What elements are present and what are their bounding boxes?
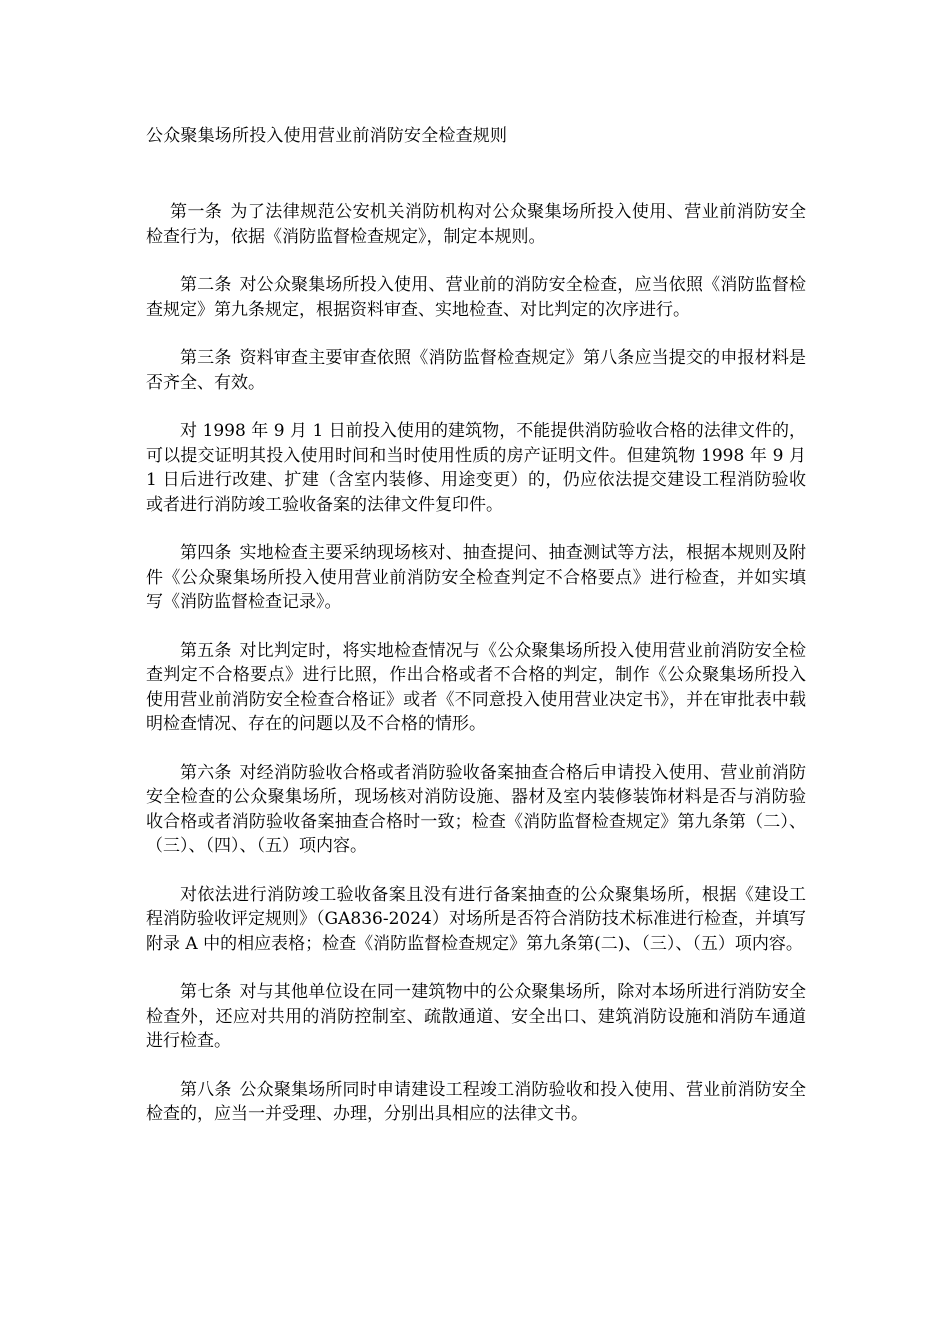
paragraph-article-6 [146, 761, 806, 859]
paragraph-text: 资料审查主要审查依照《消防监督检查规定》第八条应当提交的申报材料是否齐全、有效。 [146, 348, 806, 393]
paragraph-article-8 [146, 1078, 806, 1127]
article-number: 第八条 [180, 1079, 232, 1100]
paragraph-article-3-continued [146, 419, 806, 517]
paragraph-article-5 [146, 639, 806, 737]
article-number: 第四条 [180, 543, 232, 563]
article-number: 第五条 [180, 640, 232, 661]
article-number: 第一条 [170, 202, 223, 222]
paragraph-text: 对比判定时，将实地检查情况与《公众聚集场所投入使用营业前消防安全检查判定不合格要点》进行比照，作出合格或者不合格的判定，制作《公众聚集场所投入使用营业前消防安全检查合格证》或者《不同意投入使用营业决定书》，并在审批表中载明检查情况、存在的问题以及不合格的情形。 [146, 640, 806, 734]
paragraph-article-1 [146, 200, 806, 249]
paragraph-text: 对经消防验收合格或者消防验收备案抽查合格后申请投入使用、营业前消防安全检查的公众聚集场所，现场核对消防设施、器材及室内装修装饰材料是否与消防验收合格或者消防验收备案抽查合格时一致；检查《消防监督检查规定》第九条第（二）、（三）、（四）、（五）项内容。 [146, 762, 806, 856]
paragraph-text: 对 1998 年 9 月 1 日前投入使用的建筑物，不能提供消防验收合格的法律文件的，可以提交证明其投入使用时间和当时使用性质的房产证明文件。但建筑物 1998 年 9 月 1 日后进行改建、扩建（含室内装修、用途变更）的，仍应依法提交建设工程消防验收或者进行消防竣工验收备案的法律文件复印件。 [146, 421, 806, 515]
paragraph-text: 为了法律规范公安机关消防机构对公众聚集场所投入使用、营业前消防安全检查行为，依据《消防监督检查规定》，制定本规则。 [146, 202, 807, 247]
paragraph-text: 对依法进行消防竣工验收备案且没有进行备案抽查的公众聚集场所，根据《建设工程消防验收评定规则》（GA836-2024）对场所是否符合消防技术标准进行检查，并填写附录 A 中的相应表格；检查《消防监督检查规定》第九条第(二)、（三）、（五）项内容。 [146, 884, 806, 954]
article-number: 第七条 [180, 982, 232, 1002]
paragraph-article-3 [146, 346, 806, 395]
paragraph-article-6-continued [146, 883, 806, 957]
paragraph-text: 对与其他单位设在同一建筑物中的公众聚集场所，除对本场所进行消防安全检查外，还应对共用的消防控制室、疏散通道、安全出口、建筑消防设施和消防车通道进行检查。 [146, 982, 806, 1051]
article-number: 第三条 [180, 348, 232, 368]
document-title: 公众聚集场所投入使用营业前消防安全检查规则 [146, 126, 508, 146]
paragraph-text: 公众聚集场所同时申请建设工程竣工消防验收和投入使用、营业前消防安全检查的，应当一并受理、办理，分别出具相应的法律文书。 [146, 1079, 806, 1124]
paragraph-text: 实地检查主要采纳现场核对、抽查提问、抽查测试等方法，根据本规则及附件《公众聚集场所投入使用营业前消防安全检查判定不合格要点》进行检查，并如实填写《消防监督检查记录》。 [146, 543, 806, 612]
paragraph-text: 对公众聚集场所投入使用、营业前的消防安全检查，应当依照《消防监督检查规定》第九条规定，根据资料审查、实地检查、对比判定的次序进行。 [146, 275, 806, 320]
document-page [146, 124, 806, 1151]
paragraph-article-2 [146, 273, 806, 322]
article-number: 第六条 [180, 762, 232, 783]
paragraph-article-4 [146, 541, 806, 615]
paragraph-article-7 [146, 980, 806, 1054]
article-number: 第二条 [180, 275, 232, 295]
